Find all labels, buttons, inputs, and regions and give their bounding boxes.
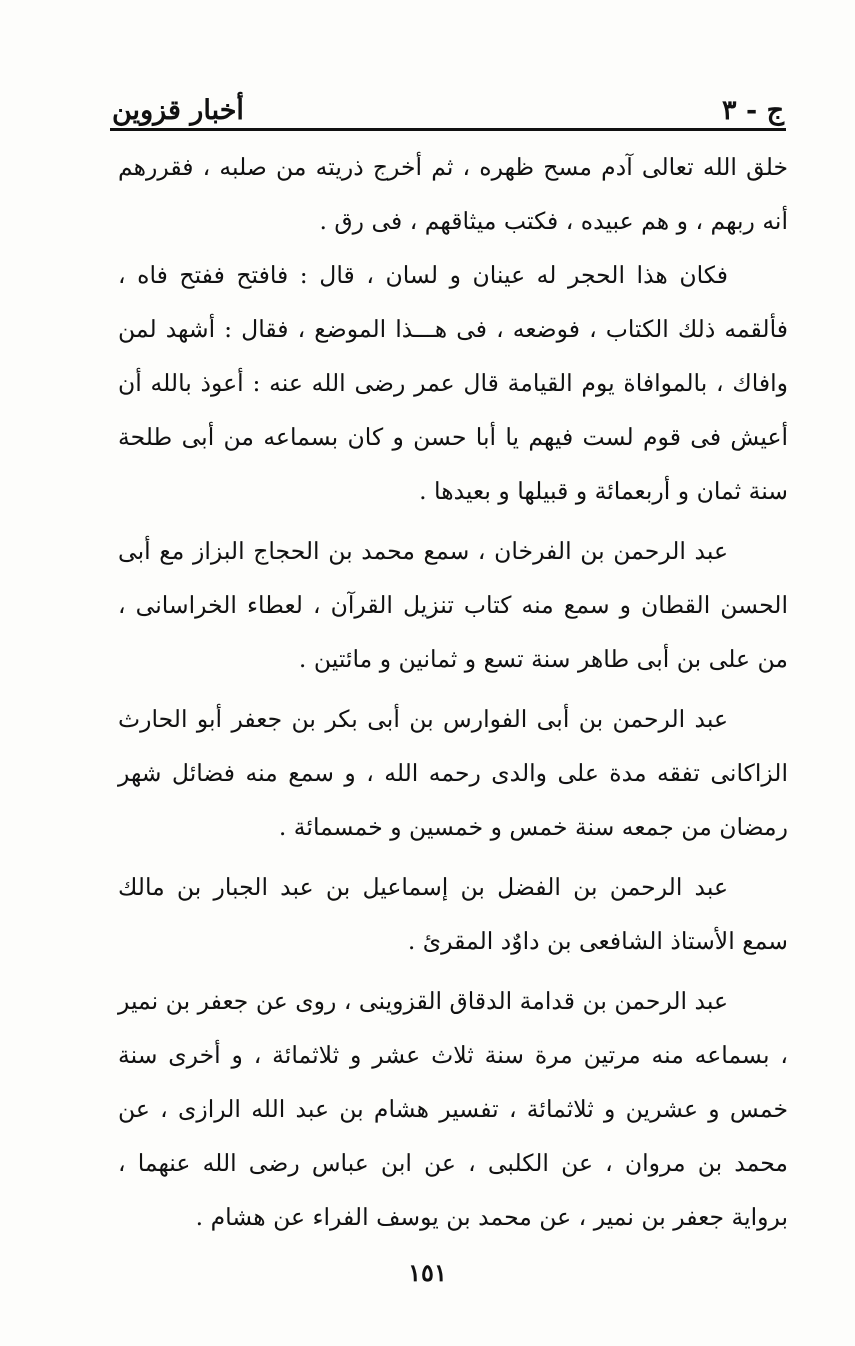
paragraph: فكان هذا الحجر له عينان و لسان ، قال : فافتح ففتح فاه ، فألقمه ذلك الكتاب ، فوضعه ، فى هـــذا الموضع ، فقال : أشهد لمن وافاك ، بالموافاة يوم القيامة قال عمر رضى الله عنه : أعوذ بالله أن أعيش فى قوم لست فيهم يا أبا حسن و كان بسماعه من أبى طلحة سنة ثمان و أربعمائة و قبيلها و بعيدها . [118, 261, 788, 505]
running-header [112, 82, 784, 126]
header-rule [110, 128, 786, 131]
page-number: ١٥١ [408, 1258, 447, 1287]
entry-paragraph: عبد الرحمن بن الفرخان ، سمع محمد بن الحجاج البزاز مع أبى الحسن القطان و سمع منه كتاب تنزيل القرآن ، لعطاء الخراسانى ، من على بن أبى طاهر سنة تسع و ثمانين و مائتين . [118, 537, 788, 673]
book-title: أخبار قزوين [112, 95, 244, 126]
entry-paragraph: عبد الرحمن بن أبى الفوارس بن أبى بكر بن جعفر أبو الحارث الزاكانى تفقه مدة على والدى رحمه الله ، و سمع منه فضائل شهر رمضان من جمعه سنة خمس و خمسين و خمسمائة . [118, 705, 788, 841]
entry-paragraph: عبد الرحمن بن قدامة الدقاق القزوينى ، روى عن جعفر بن نمير ، بسماعه منه مرتين مرة سنة ثلاث عشر و ثلاثمائة ، و أخرى سنة خمس و عشرين و ثلاثمائة ، تفسير هشام بن عبد الله الرازى ، عن محمد بن مروان ، عن الكلبى ، عن ابن عباس رضى الله عنهما ، برواية جعفر بن نمير ، عن محمد بن يوسف الفراء عن هشام . [118, 987, 788, 1231]
volume-number: ج - ٣ [722, 95, 784, 126]
paragraph-continuation: خلق الله تعالى آدم مسح ظهره ، ثم أخرج ذريته من صلبه ، فقررهم أنه ربهم ، و هم عبيده ، فكتب ميثاقهم ، فى رق . [118, 153, 788, 235]
main-text [118, 140, 788, 1244]
entry-paragraph: عبد الرحمن بن الفضل بن إسماعيل بن عبد الجبار بن مالك سمع الأستاذ الشافعى بن داوٌد المقرئ . [118, 873, 788, 955]
